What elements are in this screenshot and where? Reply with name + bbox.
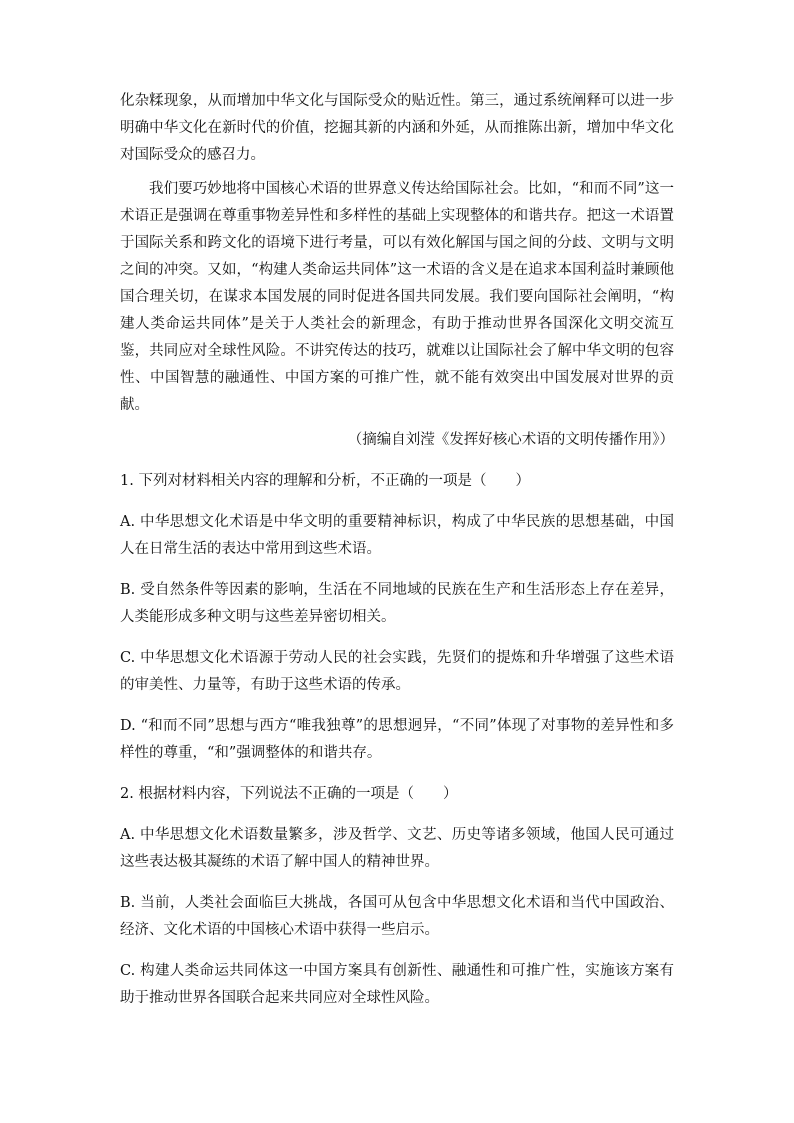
- question-2-option-b: B. 当前，人类社会面临巨大挑战，各国可从包含中华思想文化术语和当代中国政治、经济、文化术语的中国核心术语中获得一些启示。: [120, 895, 674, 938]
- question-1-option-c: C. 中华思想文化术语源于劳动人民的社会实践，先贤们的提炼和升华增强了这些术语的审美性、力量等，有助于这些术语的传承。: [120, 650, 674, 693]
- question-1-stem: 1. 下列对材料相关内容的理解和分析，不正确的一项是（ ）: [120, 473, 530, 489]
- passage-paragraph-2: 我们要巧妙地将中国核心术语的世界意义传达给国际社会。比如，“和而不同”这一术语正是强调在尊重事物差异性和多样性的基础上实现整体的和谐共存。把这一术语置于国际关系和跨文化的语境下进行考量，可以有效化解国与国之间的分歧、文明与文明之间的冲突。又如，“构建人类命运共同体”这一术语的含义是在追求本国利益时兼顾他国合理关切，在谋求本国发展的同时促进各国共同发展。我们要向国际社会阐明，“构建人类命运共同体”是关于人类社会的新理念，有助于推动世界各国深化文明交流互鉴，共同应对全球性风险。不讲究传达的技巧，就难以让国际社会了解中华文明的包容性、中国智慧的融通性、中国方案的可推广性，就不能有效突出中国发展对世界的贡献。: [120, 181, 674, 413]
- question-1-option-a: A. 中华思想文化术语是中华文明的重要精神标识，构成了中华民族的思想基础，中国人在日常生活的表达中常用到这些术语。: [120, 514, 674, 557]
- passage-source: （摘编自刘滢《发挥好核心术语的文明传播作用》）: [347, 432, 674, 448]
- question-1-option-d: D. “和而不同”思想与西方“唯我独尊”的思想迥异，“不同”体现了对事物的差异性和多样性的尊重，“和”强调整体的和谐共存。: [120, 718, 674, 761]
- question-2-stem: 2. 根据材料内容，下列说法不正确的一项是（ ）: [120, 786, 458, 802]
- question-2-option-c: C. 构建人类命运共同体这一中国方案具有创新性、融通性和可推广性，实施该方案有助于推动世界各国联合起来共同应对全球性风险。: [120, 963, 674, 1006]
- passage-paragraph-1: 化杂糅现象，从而增加中华文化与国际受众的贴近性。第三，通过系统阐释可以进一步明确中华文化在新时代的价值，挖掘其新的内涵和外延，从而推陈出新，增加中华文化对国际受众的感召力。: [120, 93, 674, 163]
- document-page: [120, 88, 674, 1026]
- question-2-option-a: A. 中华思想文化术语数量繁多，涉及哲学、文艺、历史等诸多领域，他国人民可通过这些表达极其凝练的术语了解中国人的精神世界。: [120, 827, 674, 870]
- question-1-option-b: B. 受自然条件等因素的影响，生活在不同地域的民族在生产和生活形态上存在差异，人类能形成多种文明与这些差异密切相关。: [120, 582, 674, 625]
